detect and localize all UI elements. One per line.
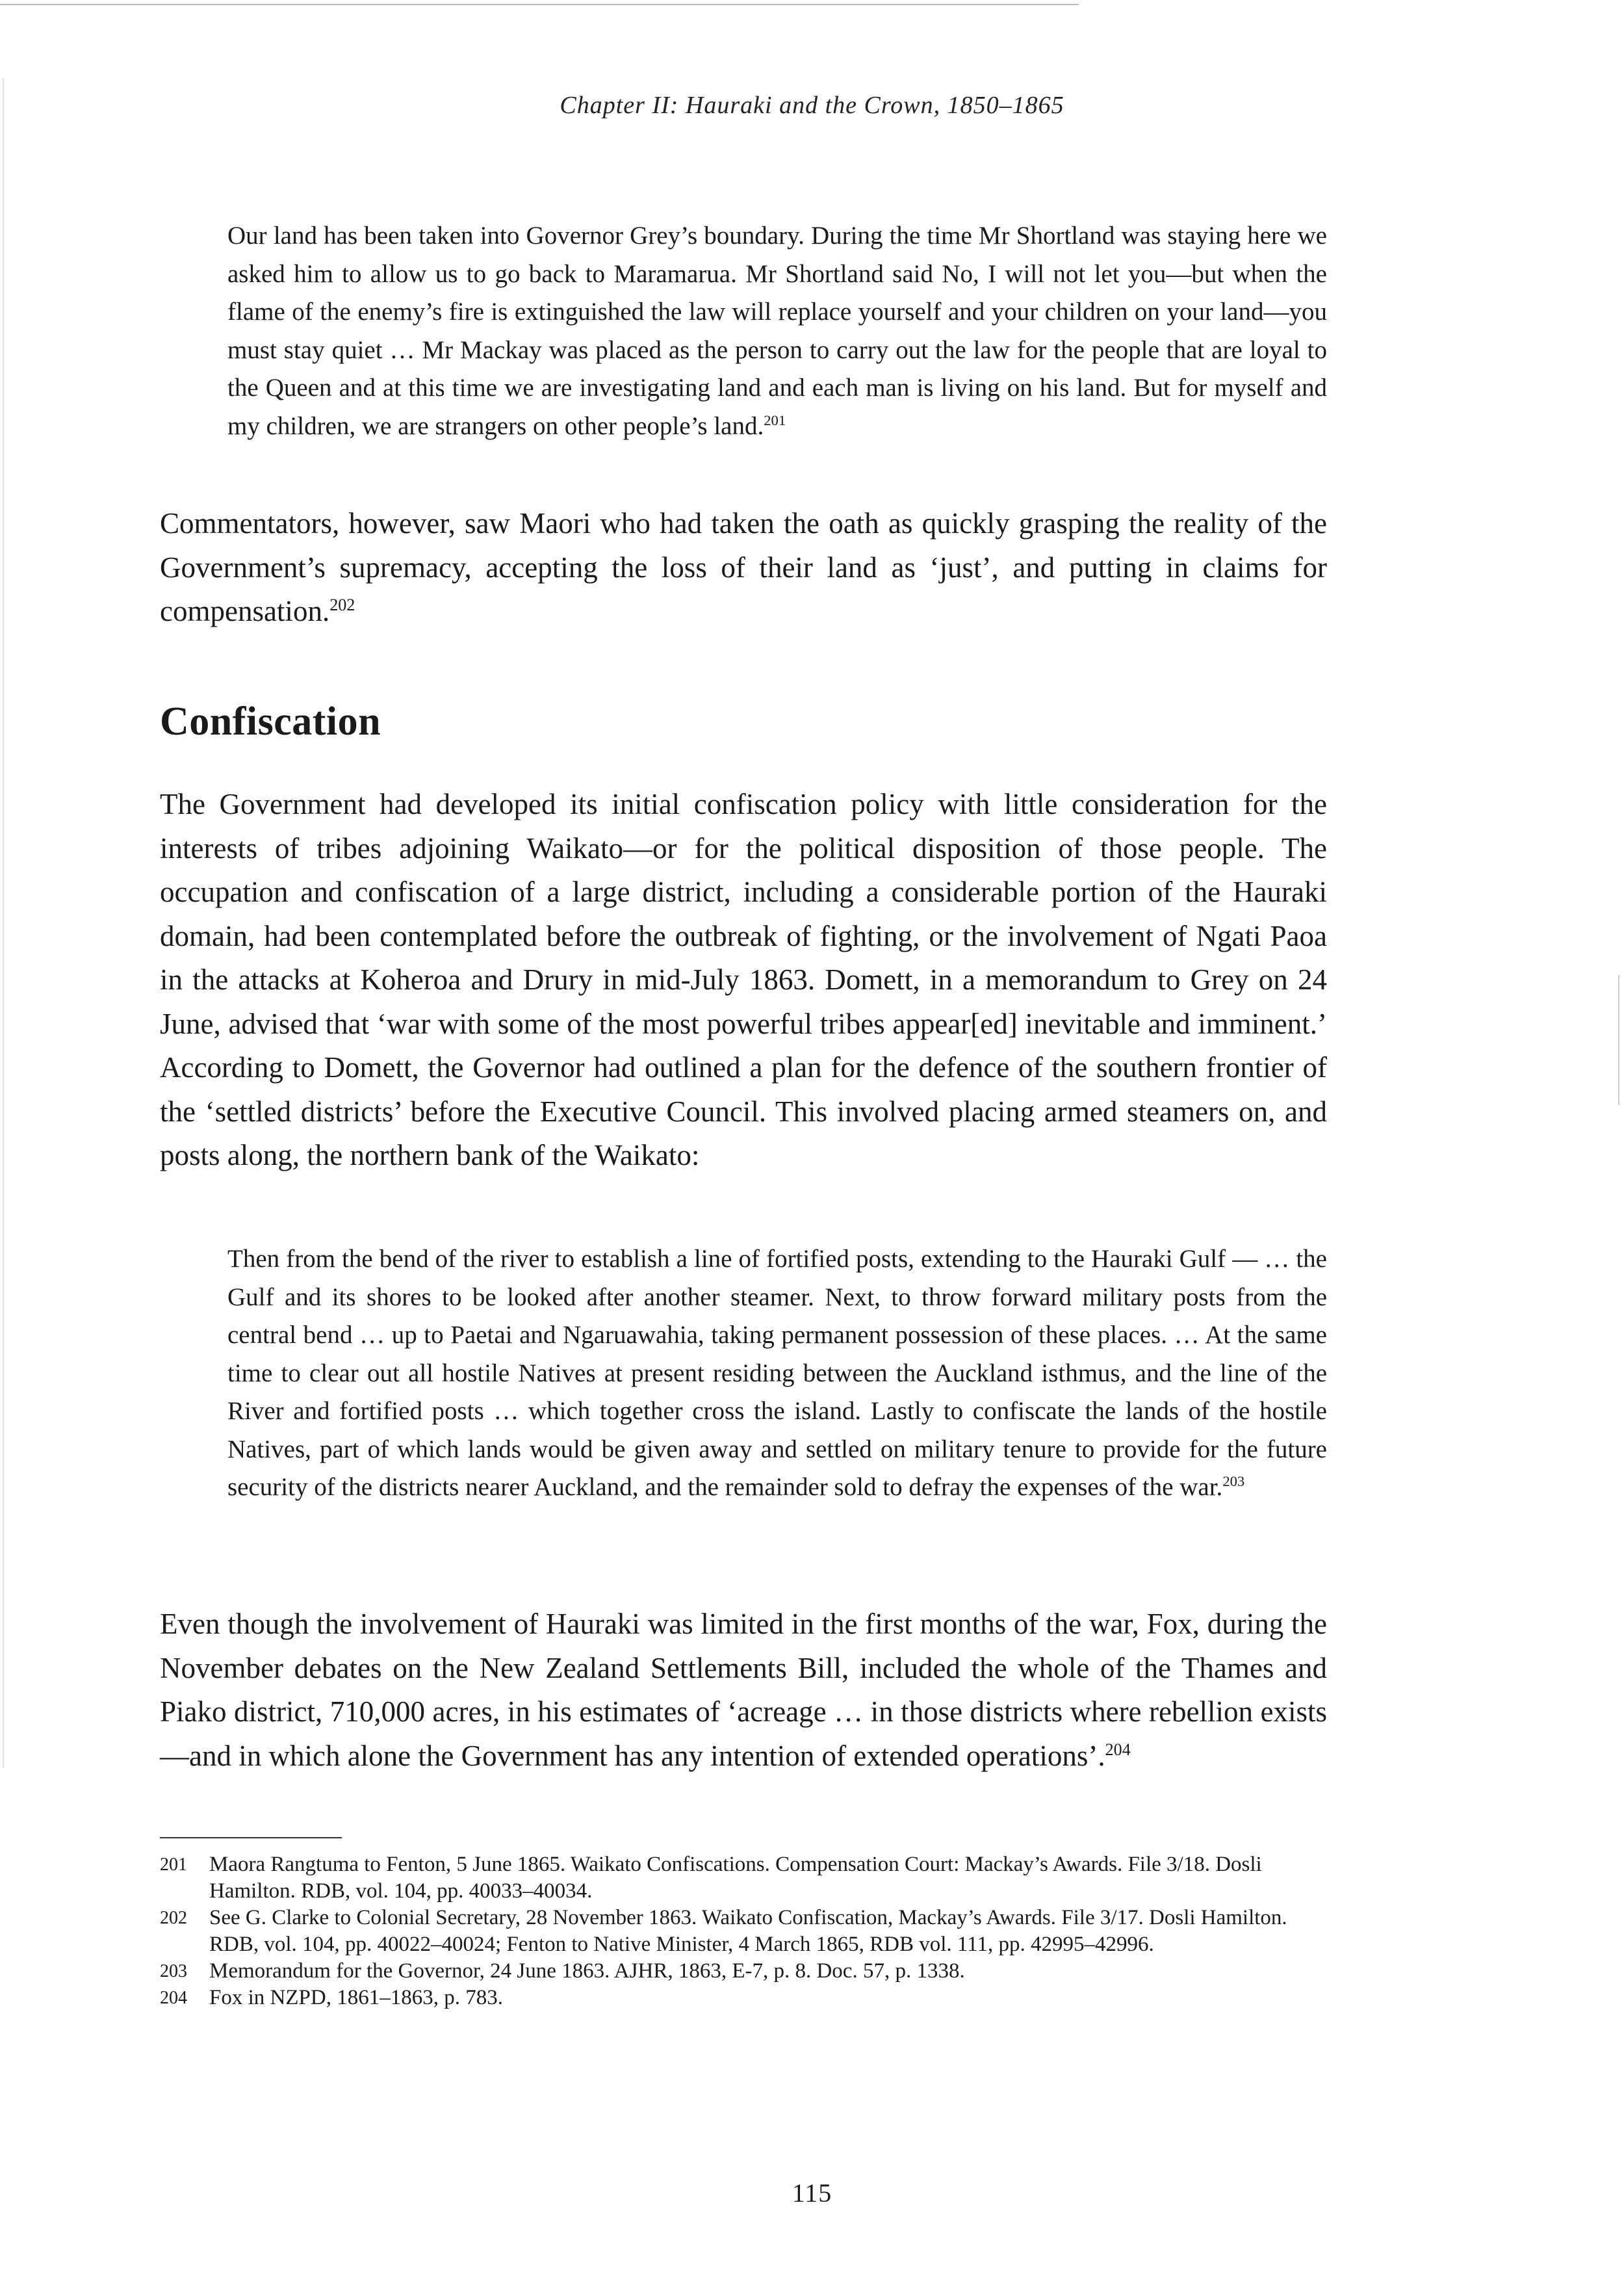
paragraph-commentators-block: [160, 502, 1327, 634]
paragraph-government: The Government had developed its initial confiscation policy with little consideration for the interests of tribes adjoining Waikato—or for the political disposition of those people. The occupation and confiscation of a large district, including a considerable portion of the Hauraki domain, had been contemplated before the outbreak of fighting, or the involvement of Ngati Paoa in the attacks at Koheroa and Drury in mid-July 1863. Domett, in a memorandum to Grey on 24 June, advised that ‘war with some of the most powerful tribes appear[ed] inevitable and imminent.’ According to Domett, the Governor had outlined a plan for the defence of the southern frontier of the ‘settled districts’ before the Executive Council. This involved placing armed steamers on, and posts along, the northern bank of the Waikato:: [160, 788, 1327, 1171]
footnote-item: [160, 1985, 1330, 2011]
scan-edge-left: [3, 78, 4, 1768]
footnote-text: Maora Rangtuma to Fenton, 5 June 1865. Waikato Confiscations. Compensation Court: Mackay’s Awards. File 3/18. Dosli Hamilton. RDB, vol. 104, pp. 40033–40034.: [209, 1853, 1262, 1903]
footnote-number: 204: [160, 1988, 187, 2008]
footnote-ref-201: 201: [764, 411, 786, 428]
paragraph-commentators-text: Commentators, however, saw Maori who had taken the oath as quickly grasping the reality of the Government’s supremacy, accepting the loss of their land as ‘just’, and putting in claims for compensation.: [160, 507, 1327, 627]
footnote-divider: [160, 1837, 342, 1838]
paragraph-hauraki-text: Even though the involvement of Hauraki was limited in the first months of the war, Fox, during the November debates on the New Zealand Settlements Bill, included the whole of the Thames and Piako district, 710,000 acres, in his estimates of ‘acreage … in those districts where rebellion exists—and in which alone the Government has any intention of extended operations’.: [160, 1608, 1327, 1772]
scan-edge-right: [1618, 975, 1619, 1105]
footnote-text: Fox in NZPD, 1861–1863, p. 783.: [209, 1986, 503, 2009]
footnote-ref-202: 202: [329, 595, 355, 614]
paragraph-commentators: [160, 502, 1327, 634]
footnotes-list: [160, 1851, 1330, 2011]
section-heading: Confiscation: [160, 699, 381, 744]
footnote-item: [160, 1851, 1330, 1905]
footnote-text: See G. Clarke to Colonial Secretary, 28 November 1863. Waikato Confiscation, Mackay’s Awards. File 3/17. Dosli Hamilton. RDB, vol. 104, pp. 40022–40024; Fenton to Native Minister, 4 March 1865, RDB vol. 111, pp. 42995–42996.: [209, 1906, 1287, 1956]
footnote-number: 201: [160, 1855, 187, 1875]
footnote-ref-204: 204: [1105, 1740, 1131, 1759]
footnote-item: [160, 1905, 1330, 1958]
footnote-number: 202: [160, 1908, 187, 1928]
footnote-number: 203: [160, 1961, 187, 1981]
scan-edge-top: [0, 4, 1079, 5]
footnote-item: [160, 1958, 1330, 1985]
page-number: 115: [792, 2178, 832, 2208]
paragraph-hauraki: [160, 1602, 1327, 1778]
block-quote-1-text: Our land has been taken into Governor Grey’s boundary. During the time Mr Shortland was staying here we asked him to allow us to go back to Maramarua. Mr Shortland said No, I will not let you—but when the flame of the enemy’s fire is extinguished the law will replace yourself and your children on your land—you must stay quiet … Mr Mackay was placed as the person to carry out the law for the people that are loyal to the Queen and at this time we are investigating land and each man is living on his land. But for myself and my children, we are strangers on other people’s land.: [227, 222, 1327, 440]
paragraph-government-block: [160, 783, 1327, 1178]
running-head: Chapter II: Hauraki and the Crown, 1850–1865: [560, 92, 1064, 119]
block-quote-2-text: Then from the bend of the river to establish a line of fortified posts, extending to the Hauraki Gulf — … the Gulf and its shores to be looked after another steamer. Next, to throw forward military posts from the central bend … up to Paetai and Ngaruawahia, taking permanent possession of these places. … At the same time to clear out all hostile Natives at present residing between the Auckland isthmus, and the line of the River and fortified posts … which together cross the island. Lastly to confiscate the lands of the hostile Natives, part of which lands would be given away and settled on military tenure to provide for the future security of the districts nearer Auckland, and the remainder sold to defray the expenses of the war.: [227, 1245, 1327, 1501]
block-quote-2: [227, 1240, 1327, 1507]
block-quote-1: [227, 217, 1327, 445]
footnote-ref-203: 203: [1222, 1473, 1245, 1489]
paragraph-hauraki-block: [160, 1602, 1327, 1778]
footnote-text: Memorandum for the Governor, 24 June 1863. AJHR, 1863, E-7, p. 8. Doc. 57, p. 1338.: [209, 1959, 965, 1983]
